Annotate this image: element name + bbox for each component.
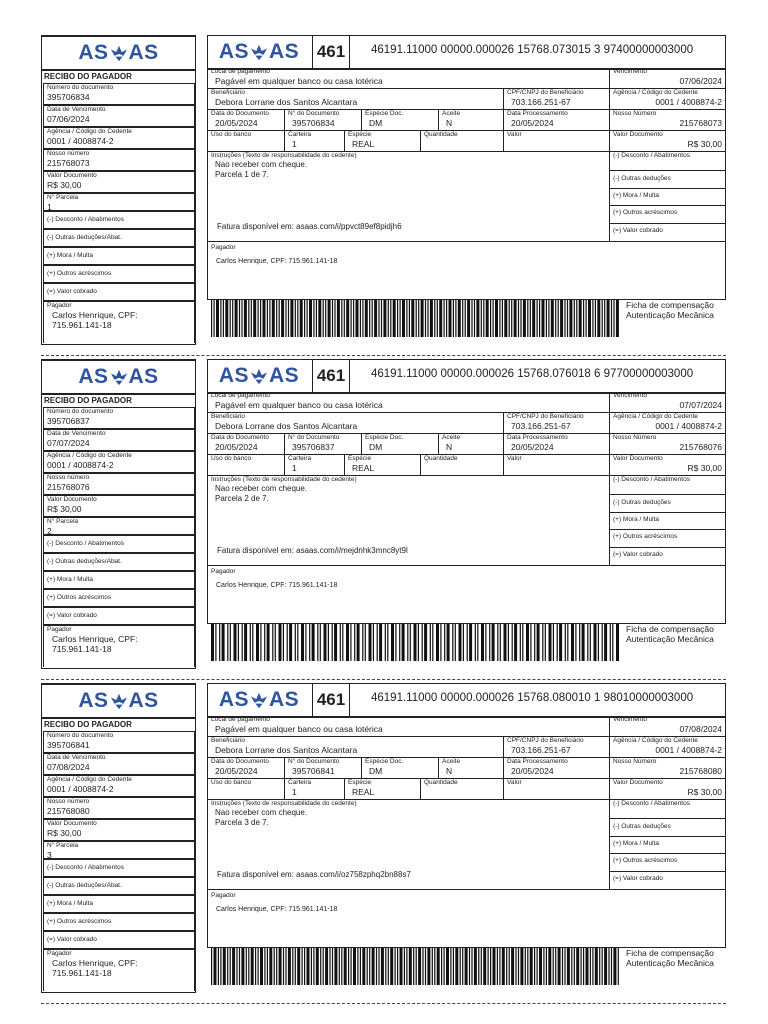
numero-documento-value: 395706834: [47, 92, 90, 102]
nosso-numero-label: Nosso Número: [613, 110, 657, 117]
instrucao-parcela: Parcela 2 de 7.: [215, 494, 269, 503]
valor-label: Valor: [507, 779, 522, 786]
n-documento-value: 395706841: [292, 766, 335, 776]
instrucao-parcela: Parcela 1 de 7.: [215, 170, 269, 179]
pagador-line2: 715.961.141-18: [52, 968, 112, 978]
desconto-label: (-) Desconto / Abatimentos: [47, 540, 124, 547]
agencia-label: Agência / Código do Cedente: [47, 776, 132, 783]
nosso-numero-label: Nosso número: [47, 798, 90, 805]
valor-cobrado-label: (=) Valor cobrado: [47, 936, 97, 943]
nosso-numero-label: Nosso número: [47, 474, 90, 481]
data-processamento-label: Data Processamento: [507, 110, 568, 117]
desconto-label: (-) Desconto / Abatimentos: [613, 476, 690, 483]
especie-label: Espécie: [348, 779, 372, 786]
valor-documento-value: R$ 30,00: [687, 463, 722, 473]
linha-digitavel[interactable]: 46191.11000 00000.000026 15768.073015 3 97400000003000: [371, 44, 694, 56]
vencimento-value: 07/08/2024: [679, 724, 722, 734]
asaas-mark-icon: [110, 368, 128, 386]
valor-documento-label: Valor Documento: [613, 455, 663, 462]
mora-multa-label: (+) Mora / Multa: [613, 192, 660, 199]
asaas-logo: [42, 37, 195, 71]
pagador-line1: Carlos Henrique, CPF:: [52, 958, 138, 968]
pagador-section: [208, 566, 725, 623]
quantidade-label: Quantidade: [424, 455, 458, 462]
instrucao-parcela: Parcela 3 de 7.: [215, 818, 269, 827]
asaas-logo: [208, 684, 310, 716]
nosso-numero-label: Nosso Número: [613, 758, 657, 765]
beneficiario-value: Debora Lorrane dos Santos Alcantara: [215, 97, 358, 107]
data-vencimento-value: 07/08/2024: [47, 762, 90, 772]
asaas-mark-icon: [110, 44, 128, 62]
valor-documento-label: Valor Documento: [613, 131, 663, 138]
valor-documento-label: Valor Documento: [47, 172, 97, 179]
cpf-beneficiario-value: 703.166.251-67: [511, 97, 571, 107]
instrucao-cheque: Nao receber com cheque.: [215, 808, 308, 817]
asaas-mark-icon: [250, 367, 268, 385]
instrucao-cheque: Nao receber com cheque.: [215, 484, 308, 493]
desconto-label: (-) Desconto / Abatimentos: [47, 864, 124, 871]
agencia-value: 0001 / 4008874-2: [47, 784, 114, 794]
pagador-label: Pagador: [211, 244, 236, 251]
agencia-codigo-label: Agência / Código do Cedente: [613, 737, 698, 744]
autenticacao-label: Autenticação Mecânica: [626, 634, 714, 644]
vencimento-label: Vencimento: [613, 392, 647, 399]
mora-multa-label: (+) Mora / Multa: [613, 840, 660, 847]
data-processamento-label: Data Processamento: [507, 758, 568, 765]
parcela-value: 2: [47, 526, 52, 535]
pagador-line2: 715.961.141-18: [52, 644, 112, 654]
valor-documento-value: R$ 30,00: [47, 504, 82, 514]
uso-banco-label: Uso do banco: [211, 779, 252, 786]
local-pagamento-value: Pagável em qualquer banco ou casa lotérica: [215, 400, 383, 410]
cpf-beneficiario-value: 703.166.251-67: [511, 745, 571, 755]
aceite-value: N: [446, 766, 453, 776]
pagador-label: Pagador: [47, 950, 72, 957]
n-documento-label: N° do Documento: [288, 758, 340, 765]
aceite-label: Aceite: [442, 758, 461, 765]
outras-deducoes-label: (-) Outras deduções/Abat.: [47, 882, 122, 889]
fatura-link[interactable]: Fatura disponível em: asaas.com/i/ppvct89ef8pidjh6: [217, 222, 402, 231]
receipt-title: RECIBO DO PAGADOR: [44, 720, 132, 729]
vencimento-value: 07/06/2024: [679, 76, 722, 86]
especie-value: REAL: [352, 787, 375, 797]
data-documento-label: Data do Documento: [211, 758, 269, 765]
quantidade-label: Quantidade: [424, 131, 458, 138]
quantidade-label: Quantidade: [424, 779, 458, 786]
pagador-line1: Carlos Henrique, CPF:: [52, 634, 138, 644]
parcela-label: N° Parcela: [47, 518, 79, 525]
fatura-link[interactable]: Fatura disponível em: asaas.com/i/oz758zphq2bn88s7: [217, 870, 411, 879]
data-vencimento-value: 07/06/2024: [47, 114, 90, 124]
valor-documento-value: R$ 30,00: [47, 828, 82, 838]
cpf-beneficiario-label: CPF/CNPJ do Beneficiário: [507, 737, 584, 744]
aceite-value: N: [446, 442, 453, 452]
instrucoes-label: Instruções (Texto de responsabilidade do cedente): [211, 152, 357, 159]
valor-documento-label: Valor Documento: [47, 820, 97, 827]
ficha-compensacao: [207, 35, 726, 300]
valor-cobrado-label: (=) Valor cobrado: [613, 551, 663, 558]
pagador-value: Carlos Henrique, CPF: 715.961.141-18: [216, 906, 338, 913]
beneficiario-value: Debora Lorrane dos Santos Alcantara: [215, 745, 358, 755]
valor-cobrado-label: (=) Valor cobrado: [613, 227, 663, 234]
outras-deducoes-label: (-) Outras deduções: [613, 823, 671, 830]
logo-text-b: AS: [128, 365, 159, 388]
outras-deducoes-label: (-) Outras deduções: [613, 499, 671, 506]
fatura-link[interactable]: Fatura disponível em: asaas.com/i/mejdnhk3mnc8yt9l: [217, 546, 408, 555]
instrucoes-label: Instruções (Texto de responsabilidade do cedente): [211, 476, 357, 483]
carteira-label: Carteira: [288, 779, 312, 786]
outras-deducoes-label: (-) Outras deduções/Abat.: [47, 558, 122, 565]
logo-text-a: AS: [78, 689, 109, 712]
data-vencimento-label: Data de Vencimento: [47, 430, 106, 437]
barcode: [211, 948, 619, 985]
boleto-slip: [0, 683, 768, 1007]
vencimento-value: 07/07/2024: [679, 400, 722, 410]
outros-acrescimos-label: (+) Outros acréscimos: [613, 533, 678, 540]
mora-multa-label: (+) Mora / Multa: [613, 516, 660, 523]
agencia-codigo-value: 0001 / 4008874-2: [655, 421, 722, 431]
valor-documento-value: R$ 30,00: [687, 787, 722, 797]
cut-line: [41, 355, 726, 356]
recibo-pagador: [41, 683, 196, 993]
barcode: [211, 624, 619, 661]
local-pagamento-value: Pagável em qualquer banco ou casa lotérica: [215, 76, 383, 86]
uso-banco-label: Uso do banco: [211, 131, 252, 138]
agencia-value: 0001 / 4008874-2: [47, 136, 114, 146]
ficha-compensacao-label: Ficha de compensação: [626, 300, 714, 310]
logo-text-b: AS: [269, 688, 300, 711]
parcela-value: 3: [47, 850, 52, 859]
nosso-numero-label: Nosso número: [47, 150, 90, 157]
barcode: [211, 300, 619, 337]
instrucoes-label: Instruções (Texto de responsabilidade do cedente): [211, 800, 357, 807]
logo-text-a: AS: [78, 365, 109, 388]
ficha-compensacao-label: Ficha de compensação: [626, 948, 714, 958]
numero-documento-label: Número do documento: [47, 408, 114, 415]
mora-multa-label: (+) Mora / Multa: [47, 576, 94, 583]
n-documento-value: 395706837: [292, 442, 335, 452]
nosso-numero-value: 215768076: [47, 482, 90, 492]
especie-label: Espécie: [348, 131, 372, 138]
carteira-value: 1: [292, 463, 297, 473]
pagador-line2: 715.961.141-18: [52, 320, 112, 330]
outros-acrescimos-label: (+) Outros acréscimos: [47, 918, 112, 925]
local-pagamento-label: Local de pagamento: [211, 392, 270, 399]
receipt-title: RECIBO DO PAGADOR: [44, 396, 132, 405]
ficha-compensacao-label: Ficha de compensação: [626, 624, 714, 634]
especie-doc-value: DM: [369, 442, 383, 452]
data-processamento-label: Data Processamento: [507, 434, 568, 441]
autenticacao-label: Autenticação Mecânica: [626, 310, 714, 320]
nosso-numero-value: 215768080: [47, 806, 90, 816]
cpf-beneficiario-value: 703.166.251-67: [511, 421, 571, 431]
data-processamento-value: 20/05/2024: [511, 766, 554, 776]
valor-documento-value: R$ 30,00: [47, 180, 82, 190]
valor-cobrado-label: (=) Valor cobrado: [47, 612, 97, 619]
valor-cobrado-label: (=) Valor cobrado: [47, 288, 97, 295]
linha-digitavel[interactable]: 46191.11000 00000.000026 15768.076018 6 97700000003000: [371, 368, 694, 380]
beneficiario-label: Beneficiário: [211, 413, 245, 420]
aceite-value: N: [446, 118, 453, 128]
agencia-codigo-label: Agência / Código do Cedente: [613, 89, 698, 96]
mora-multa-label: (+) Mora / Multa: [47, 252, 94, 259]
agencia-label: Agência / Código do Cedente: [47, 128, 132, 135]
data-documento-value: 20/05/2024: [215, 118, 258, 128]
numero-documento-value: 395706837: [47, 416, 90, 426]
data-documento-value: 20/05/2024: [215, 766, 258, 776]
local-pagamento-label: Local de pagamento: [211, 68, 270, 75]
cut-line: [41, 1003, 726, 1004]
agencia-codigo-label: Agência / Código do Cedente: [613, 413, 698, 420]
carteira-label: Carteira: [288, 455, 312, 462]
n-documento-value: 395706834: [292, 118, 335, 128]
bank-code: 461: [312, 360, 350, 392]
aceite-label: Aceite: [442, 434, 461, 441]
logo-text-a: AS: [78, 41, 109, 64]
nosso-numero-value: 215768080: [679, 766, 722, 776]
pagador-section: [208, 890, 725, 947]
pagador-label: Pagador: [47, 302, 72, 309]
agencia-label: Agência / Código do Cedente: [47, 452, 132, 459]
recibo-pagador: [41, 359, 196, 669]
valor-label: Valor: [507, 131, 522, 138]
beneficiario-label: Beneficiário: [211, 89, 245, 96]
boleto-slip: [0, 35, 768, 359]
uso-banco-label: Uso do banco: [211, 455, 252, 462]
logo-text-a: AS: [218, 364, 249, 387]
numero-documento-label: Número do documento: [47, 732, 114, 739]
logo-text-a: AS: [218, 688, 249, 711]
data-vencimento-label: Data de Vencimento: [47, 106, 106, 113]
cpf-beneficiario-label: CPF/CNPJ do Beneficiário: [507, 89, 584, 96]
especie-doc-value: DM: [369, 118, 383, 128]
receipt-title: RECIBO DO PAGADOR: [44, 72, 132, 81]
nosso-numero-value: 215768076: [679, 442, 722, 452]
outros-acrescimos-label: (+) Outros acréscimos: [613, 857, 678, 864]
valor-cobrado-label: (=) Valor cobrado: [613, 875, 663, 882]
valor-documento-label: Valor Documento: [47, 496, 97, 503]
linha-digitavel[interactable]: 46191.11000 00000.000026 15768.080010 1 98010000003000: [371, 692, 694, 704]
ficha-autenticacao: [626, 948, 714, 968]
data-documento-value: 20/05/2024: [215, 442, 258, 452]
agencia-codigo-value: 0001 / 4008874-2: [655, 745, 722, 755]
autenticacao-label: Autenticação Mecânica: [626, 958, 714, 968]
data-processamento-value: 20/05/2024: [511, 118, 554, 128]
asaas-mark-icon: [110, 692, 128, 710]
especie-doc-label: Espécie Doc.: [365, 434, 404, 441]
local-pagamento-label: Local de pagamento: [211, 716, 270, 723]
ficha-autenticacao: [626, 624, 714, 644]
data-documento-label: Data do Documento: [211, 434, 269, 441]
local-pagamento-value: Pagável em qualquer banco ou casa lotérica: [215, 724, 383, 734]
pagador-label: Pagador: [47, 626, 72, 633]
beneficiario-value: Debora Lorrane dos Santos Alcantara: [215, 421, 358, 431]
mora-multa-label: (+) Mora / Multa: [47, 900, 94, 907]
vencimento-label: Vencimento: [613, 716, 647, 723]
nosso-numero-value: 215768073: [679, 118, 722, 128]
outras-deducoes-label: (-) Outras deduções/Abat.: [47, 234, 122, 241]
outros-acrescimos-label: (+) Outros acréscimos: [47, 594, 112, 601]
parcela-label: N° Parcela: [47, 842, 79, 849]
logo-text-a: AS: [218, 40, 249, 63]
asaas-logo: [42, 685, 195, 719]
numero-documento-label: Número do documento: [47, 84, 114, 91]
beneficiario-label: Beneficiário: [211, 737, 245, 744]
aceite-label: Aceite: [442, 110, 461, 117]
parcela-label: N° Parcela: [47, 194, 79, 201]
ficha-autenticacao: [626, 300, 714, 320]
especie-value: REAL: [352, 139, 375, 149]
carteira-value: 1: [292, 139, 297, 149]
pagador-section: [208, 242, 725, 299]
data-vencimento-label: Data de Vencimento: [47, 754, 106, 761]
asaas-logo: [208, 36, 310, 68]
recibo-pagador: [41, 35, 196, 345]
valor-documento-label: Valor Documento: [613, 779, 663, 786]
instrucao-cheque: Nao receber com cheque.: [215, 160, 308, 169]
outras-deducoes-label: (-) Outras deduções: [613, 175, 671, 182]
especie-label: Espécie: [348, 455, 372, 462]
outros-acrescimos-label: (+) Outros acréscimos: [613, 209, 678, 216]
outros-acrescimos-label: (+) Outros acréscimos: [47, 270, 112, 277]
ficha-compensacao: [207, 359, 726, 624]
asaas-mark-icon: [250, 43, 268, 61]
logo-text-b: AS: [128, 689, 159, 712]
pagador-label: Pagador: [211, 568, 236, 575]
especie-doc-label: Espécie Doc.: [365, 758, 404, 765]
data-processamento-value: 20/05/2024: [511, 442, 554, 452]
n-documento-label: N° do Documento: [288, 434, 340, 441]
asaas-mark-icon: [250, 691, 268, 709]
parcela-value: 1: [47, 202, 52, 211]
data-vencimento-value: 07/07/2024: [47, 438, 90, 448]
pagador-line1: Carlos Henrique, CPF:: [52, 310, 138, 320]
asaas-logo: [42, 361, 195, 395]
desconto-label: (-) Desconto / Abatimentos: [613, 800, 690, 807]
data-documento-label: Data do Documento: [211, 110, 269, 117]
logo-text-b: AS: [269, 364, 300, 387]
valor-label: Valor: [507, 455, 522, 462]
logo-text-b: AS: [128, 41, 159, 64]
agencia-value: 0001 / 4008874-2: [47, 460, 114, 470]
n-documento-label: N° do Documento: [288, 110, 340, 117]
especie-doc-value: DM: [369, 766, 383, 776]
desconto-label: (-) Desconto / Abatimentos: [47, 216, 124, 223]
boleto-slip: [0, 359, 768, 683]
nosso-numero-label: Nosso Número: [613, 434, 657, 441]
bank-code: 461: [312, 684, 350, 716]
pagador-value: Carlos Henrique, CPF: 715.961.141-18: [216, 258, 338, 265]
pagador-label: Pagador: [211, 892, 236, 899]
cpf-beneficiario-label: CPF/CNPJ do Beneficiário: [507, 413, 584, 420]
desconto-label: (-) Desconto / Abatimentos: [613, 152, 690, 159]
numero-documento-value: 395706841: [47, 740, 90, 750]
asaas-logo: [208, 360, 310, 392]
nosso-numero-value: 215768073: [47, 158, 90, 168]
valor-documento-value: R$ 30,00: [687, 139, 722, 149]
carteira-value: 1: [292, 787, 297, 797]
pagador-value: Carlos Henrique, CPF: 715.961.141-18: [216, 582, 338, 589]
logo-text-b: AS: [269, 40, 300, 63]
especie-doc-label: Espécie Doc.: [365, 110, 404, 117]
bank-code: 461: [312, 36, 350, 68]
agencia-codigo-value: 0001 / 4008874-2: [655, 97, 722, 107]
especie-value: REAL: [352, 463, 375, 473]
ficha-compensacao: [207, 683, 726, 948]
carteira-label: Carteira: [288, 131, 312, 138]
cut-line: [41, 679, 726, 680]
vencimento-label: Vencimento: [613, 68, 647, 75]
